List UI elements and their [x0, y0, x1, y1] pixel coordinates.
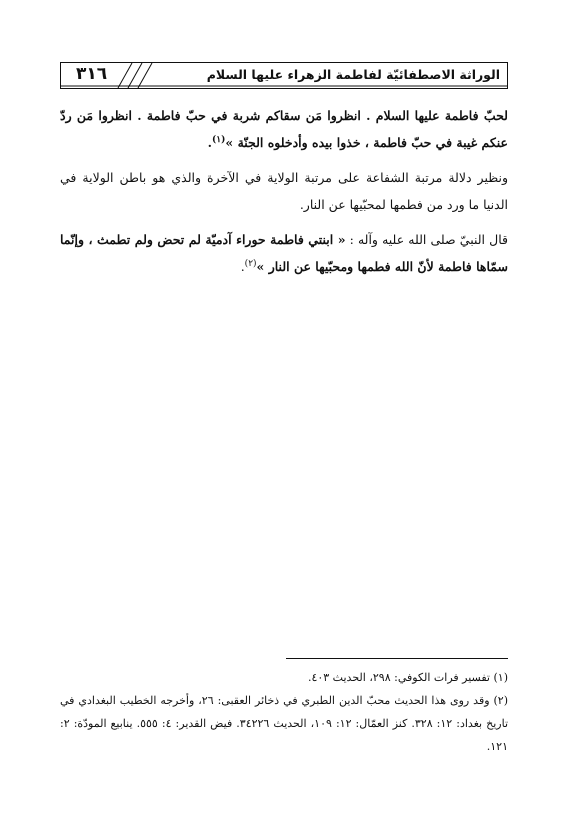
page-number: ٣١٦ [76, 64, 108, 84]
paragraph-1-end: . [207, 134, 213, 150]
footnote-2: (٢) وقد روى هذا الحديث محبّ الدين الطبري في ذخائر العقبى: ٢٦، وأخرجه الخطيب البغدادي في تاريخ بغداد: ١٢: ٣٢٨. كنز العمّال: ١٢: ١٠٩، الحديث ٣٤٢٢٦. فيض القدير: ٤: ٥٥٥. ينابيع المودّة: ٢: ١٢١. [60, 694, 509, 753]
footnote-ref-2: (٢) [244, 258, 257, 269]
paragraph-3-end: . [240, 258, 245, 274]
paragraph-1-text: لحبّ فاطمة عليها السلام . انظروا مَن سقاكم شربة في حبّ فاطمة . انظروا مَن ردّ عنكم غيبة في حبّ فاطمة ، خذوا بيده وأدخلوه الجنّة » [60, 108, 508, 150]
body-text [60, 103, 508, 289]
paragraph-3-intro: قال النبيّ صلى الله عليه وآله : [345, 232, 508, 247]
book-title: الوراثة الاصطفائيّة لفاطمة الزهراء عليها السلام [206, 67, 500, 82]
footnote-separator [286, 658, 508, 659]
paragraph-1 [60, 103, 508, 156]
paragraph-3 [60, 227, 508, 280]
footnote-1: (١) تفسير فرات الكوفي: ٢٩٨، الحديث ٤٠٣. [307, 671, 508, 684]
footnotes [60, 666, 508, 758]
hadith-quote: « ابنتي فاطمة حوراء آدميّة لم تحض ولم تطمث ، وإنّما سمّاها فاطمة لأنّ الله فطمها ومحبّيها عن النار » [60, 232, 508, 274]
footnote-ref-1: (١) [212, 134, 226, 145]
running-header [60, 62, 508, 89]
paragraph-2: ونظير دلالة مرتبة الشفاعة على مرتبة الولاية في الآخرة والذي هو باطن الولاية في الدنيا ما ورد من فطمها لمحبّيها عن النار. [60, 170, 508, 212]
